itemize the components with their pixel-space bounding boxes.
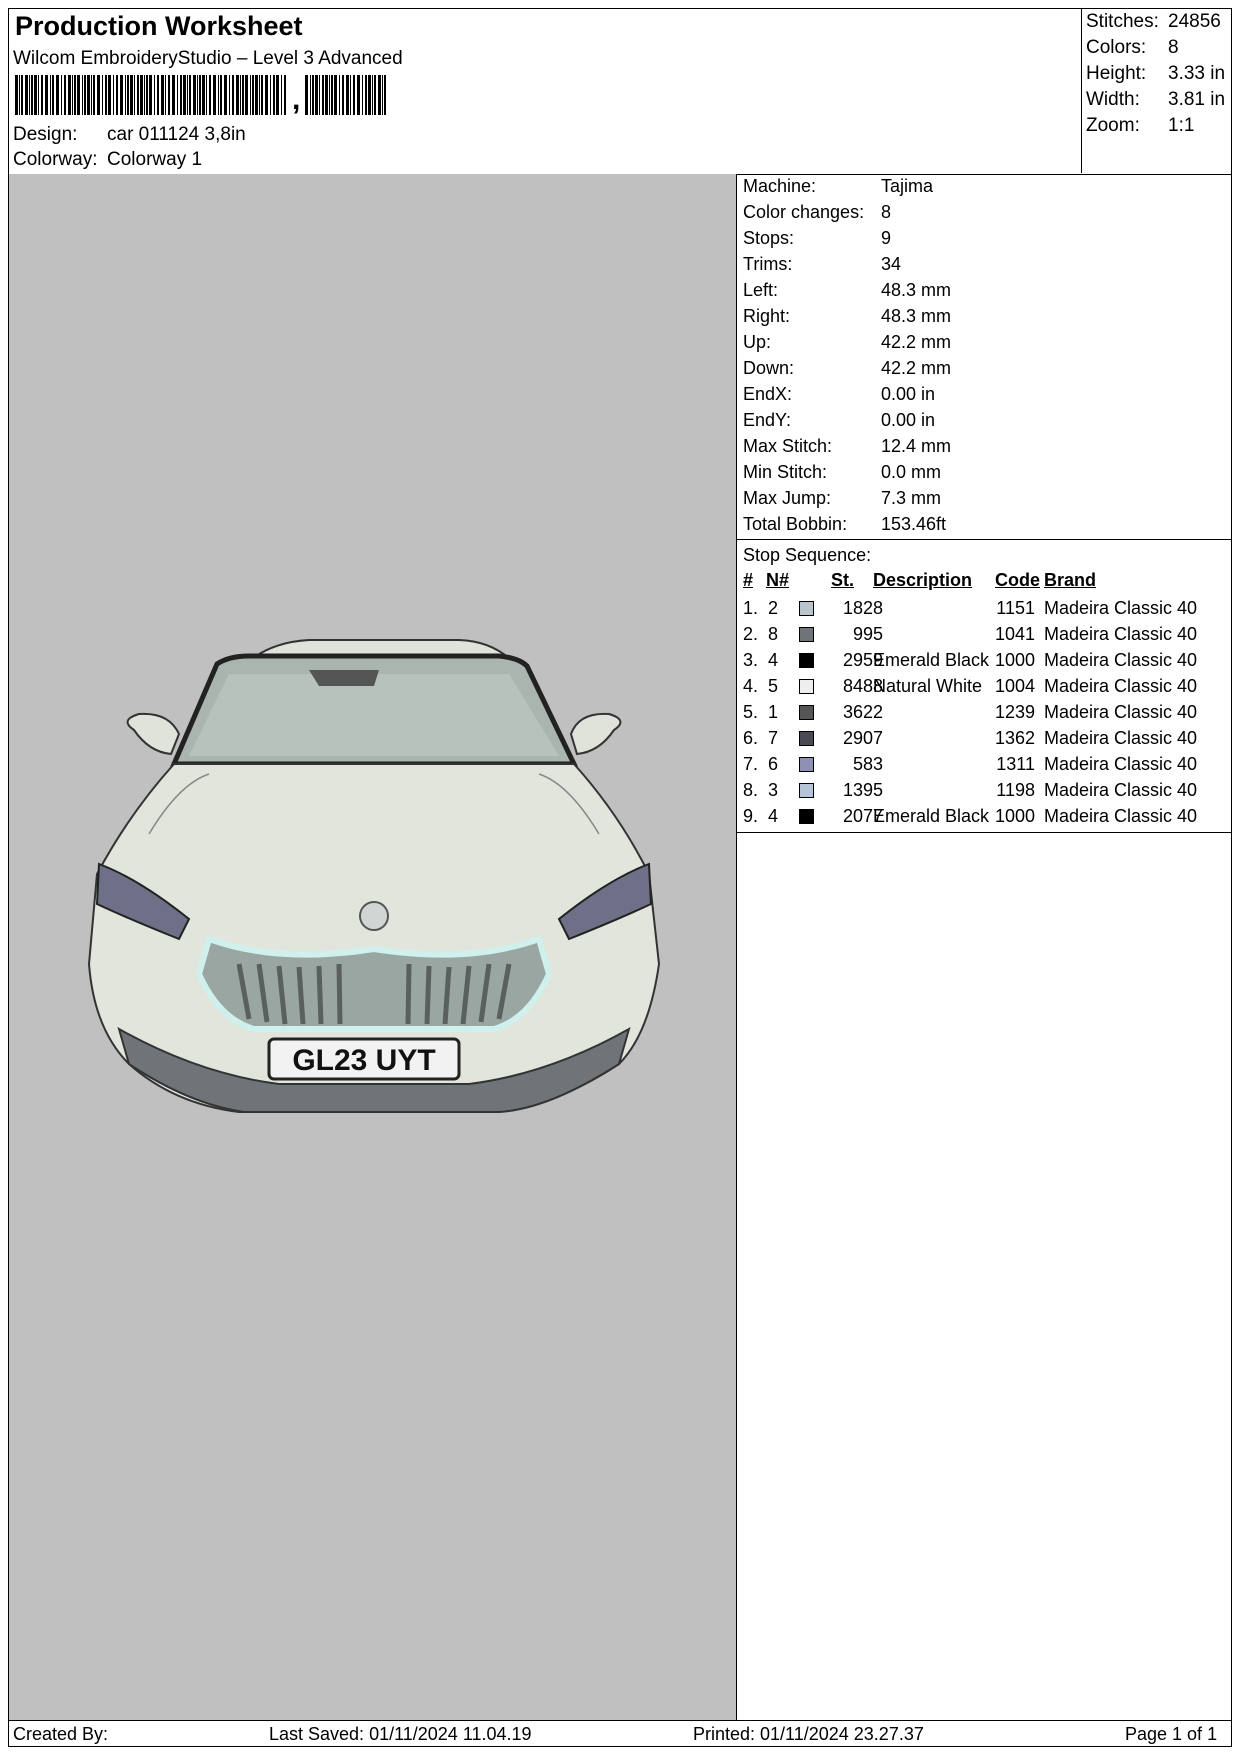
stitch-count: 2077 [842, 806, 883, 826]
colorway-value: Colorway 1 [107, 149, 203, 170]
stop-index: 7. [743, 754, 759, 774]
col-stitches-header: St. [831, 570, 855, 590]
design-preview [9, 174, 737, 1720]
stat-zoom [1086, 115, 1194, 137]
stitch-count: 2959 [842, 650, 883, 670]
stitch-count: 1395 [842, 780, 883, 800]
design-stats-box [1081, 9, 1232, 173]
stop-row [737, 806, 1231, 832]
property-row [743, 358, 951, 379]
property-value: Tajima [881, 176, 934, 196]
stat-value: 3.33 in [1168, 63, 1226, 84]
property-row [743, 488, 941, 509]
property-label: Up: [743, 332, 772, 352]
stat-label: Colors: [1086, 37, 1147, 58]
stop-sequence-header [737, 570, 1231, 594]
stop-row [737, 650, 1231, 676]
thread-code: 1239 [994, 702, 1035, 722]
thread-color-swatch [799, 627, 814, 642]
needle-number: 2 [768, 598, 779, 618]
thread-brand: Madeira Classic 40 [1044, 728, 1198, 748]
worksheet-header [9, 9, 1231, 175]
thread-brand: Madeira Classic 40 [1044, 598, 1198, 618]
stat-stitches [1086, 11, 1221, 33]
stop-row [737, 702, 1231, 728]
thread-code: 1198 [996, 780, 1035, 800]
property-value: 0.00 in [881, 410, 936, 430]
stop-row [737, 780, 1231, 806]
property-label: Right: [743, 306, 791, 326]
property-label: Left: [743, 280, 779, 300]
page-number: Page 1 of 1 [1125, 1724, 1218, 1744]
thread-code: 1000 [994, 806, 1035, 826]
property-row [743, 410, 935, 431]
stat-value: 1:1 [1168, 115, 1195, 136]
worksheet-title: Production Worksheet [15, 11, 303, 41]
stat-label: Stitches: [1086, 11, 1159, 32]
property-row [743, 514, 946, 535]
stat-label: Width: [1086, 89, 1140, 110]
property-value: 0.0 mm [881, 462, 942, 482]
stat-colors [1086, 37, 1179, 59]
thread-color-swatch [799, 783, 814, 798]
property-row [743, 462, 941, 483]
property-row [743, 306, 951, 327]
property-label: Min Stitch: [743, 462, 828, 482]
stat-value: 8 [1168, 37, 1179, 58]
stop-sequence-table [737, 540, 1231, 833]
created-by: Created By: [13, 1724, 109, 1744]
thread-description: Natural White [873, 676, 983, 696]
thread-brand: Madeira Classic 40 [1044, 702, 1198, 722]
property-value: 0.00 in [881, 384, 936, 404]
thread-color-swatch [799, 601, 814, 616]
stat-height [1086, 63, 1225, 85]
property-label: Max Jump: [743, 488, 832, 508]
stop-index: 8. [743, 780, 759, 800]
stitch-count: 995 [852, 624, 883, 644]
property-label: Down: [743, 358, 795, 378]
stitch-count: 583 [852, 754, 883, 774]
property-label: Color changes: [743, 202, 865, 222]
thread-description: Emerald Black [873, 650, 990, 670]
property-label: Machine: [743, 176, 817, 196]
car-embroidery-image [79, 634, 669, 1144]
design-label: Design: [13, 124, 78, 145]
property-label: Total Bobbin: [743, 514, 848, 534]
property-value: 34 [881, 254, 902, 274]
stat-label: Zoom: [1086, 115, 1140, 136]
license-plate-text: GL23 UYT [292, 1044, 436, 1077]
software-name: Wilcom EmbroideryStudio – Level 3 Advanced [13, 48, 403, 69]
stop-sequence-label: Stop Sequence: [743, 545, 872, 565]
stitch-count: 1828 [842, 598, 883, 618]
property-value: 48.3 mm [881, 280, 952, 300]
property-value: 7.3 mm [881, 488, 942, 508]
stop-index: 3. [743, 650, 759, 670]
barcode-suffix: , [292, 83, 301, 116]
needle-number: 1 [768, 702, 779, 722]
stop-index: 2. [743, 624, 759, 644]
property-label: Stops: [743, 228, 795, 248]
thread-brand: Madeira Classic 40 [1044, 806, 1198, 826]
worksheet-footer [9, 1720, 1231, 1747]
colorway-label: Colorway: [13, 149, 98, 170]
thread-brand: Madeira Classic 40 [1044, 650, 1198, 670]
stop-index: 5. [743, 702, 759, 722]
property-row [743, 202, 891, 223]
property-row [743, 436, 951, 457]
stat-width [1086, 89, 1225, 111]
needle-number: 6 [768, 754, 779, 774]
needle-number: 5 [768, 676, 779, 696]
thread-code: 1004 [994, 676, 1035, 696]
needle-number: 7 [768, 728, 779, 748]
thread-color-swatch [799, 705, 814, 720]
stitch-count: 8488 [842, 676, 883, 696]
printed-date: Printed: 01/11/2024 23.27.37 [693, 1724, 924, 1744]
thread-brand: Madeira Classic 40 [1044, 676, 1198, 696]
thread-color-swatch [799, 757, 814, 772]
property-value: 8 [881, 202, 892, 222]
needle-number: 4 [768, 806, 779, 826]
stop-index: 9. [743, 806, 759, 826]
col-needle-header: N# [766, 570, 790, 590]
needle-number: 4 [768, 650, 779, 670]
col-brand-header: Brand [1044, 570, 1097, 590]
stop-row [737, 728, 1231, 754]
property-label: Trims: [743, 254, 793, 274]
stop-row [737, 754, 1231, 780]
property-label: EndY: [743, 410, 792, 430]
stop-row [737, 624, 1231, 650]
thread-code: 1311 [996, 754, 1035, 774]
thread-brand: Madeira Classic 40 [1044, 624, 1198, 644]
last-saved: Last Saved: 01/11/2024 11.04.19 [269, 1724, 532, 1744]
thread-code: 1000 [994, 650, 1035, 670]
thread-color-swatch [799, 809, 814, 824]
thread-code: 1041 [994, 624, 1035, 644]
thread-description: Emerald Black [873, 806, 990, 826]
thread-brand: Madeira Classic 40 [1044, 754, 1198, 774]
stop-index: 4. [743, 676, 759, 696]
property-value: 42.2 mm [881, 332, 952, 352]
production-worksheet [8, 8, 1232, 1747]
property-label: Max Stitch: [743, 436, 833, 456]
thread-code: 1362 [994, 728, 1035, 748]
thread-color-swatch [799, 731, 814, 746]
design-value: car 011124 3,8in [107, 124, 246, 145]
col-index-header: # [743, 570, 754, 590]
barcode-graphic [15, 75, 387, 115]
stat-value: 24856 [1168, 11, 1221, 32]
property-row [743, 280, 951, 301]
stop-row [737, 676, 1231, 702]
property-row [743, 332, 951, 353]
property-value: 48.3 mm [881, 306, 952, 326]
needle-number: 8 [768, 624, 779, 644]
thread-brand: Madeira Classic 40 [1044, 780, 1198, 800]
stitch-count: 2907 [842, 728, 883, 748]
machine-properties [737, 174, 1231, 540]
stop-row [737, 598, 1231, 624]
thread-color-swatch [799, 653, 814, 668]
thread-code: 1151 [996, 598, 1035, 618]
col-description-header: Description [873, 570, 973, 590]
property-row [743, 384, 935, 405]
property-value: 42.2 mm [881, 358, 952, 378]
property-value: 9 [881, 228, 892, 248]
property-row [743, 228, 891, 249]
colorway-row [13, 149, 202, 171]
thread-color-swatch [799, 679, 814, 694]
property-row [743, 254, 901, 275]
col-code-header: Code [995, 570, 1040, 590]
stop-index: 1. [743, 598, 759, 618]
stop-index: 6. [743, 728, 759, 748]
stitch-count: 3622 [842, 702, 883, 722]
property-value: 153.46ft [881, 514, 947, 534]
property-label: EndX: [743, 384, 793, 404]
property-row [743, 176, 933, 197]
needle-number: 3 [768, 780, 779, 800]
stat-label: Height: [1086, 63, 1147, 84]
stat-value: 3.81 in [1168, 89, 1226, 110]
property-value: 12.4 mm [881, 436, 952, 456]
design-row [13, 124, 246, 146]
